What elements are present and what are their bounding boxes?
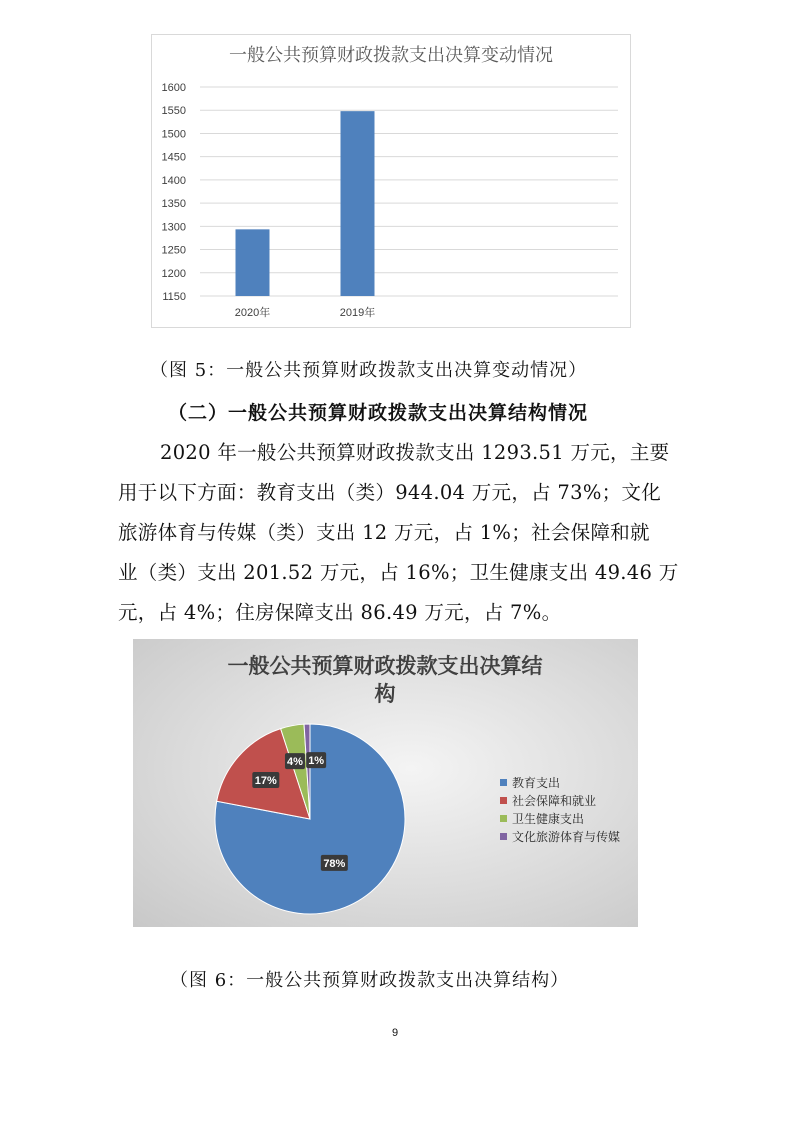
figure-6-caption: （图 6：一般公共预算财政拨款支出决算结构）	[170, 970, 570, 991]
pie-data-label: 17%	[254, 775, 277, 788]
legend-label: 社会保障和就业	[512, 794, 597, 808]
paragraph-line-3: 旅游体育与传媒（类）支出 12 万元，占 1%；社会保障和就	[118, 521, 650, 544]
paragraph-line-2: 用于以下方面：教育支出（类）944.04 万元，占 73%；文化	[118, 481, 662, 504]
y-tick-label: 1300	[161, 221, 186, 234]
legend-label: 卫生健康支出	[512, 812, 585, 826]
figure-5-caption: （图 5：一般公共预算财政拨款支出决算变动情况）	[150, 360, 588, 381]
bar	[236, 229, 270, 296]
pie-data-label: 1%	[308, 755, 325, 768]
y-tick-label: 1250	[161, 244, 186, 257]
page-number: 9	[392, 1027, 399, 1039]
y-tick-label: 1350	[161, 198, 186, 211]
pie-chart	[133, 639, 638, 927]
legend-label: 教育支出	[512, 776, 561, 790]
bar-chart	[151, 34, 631, 328]
paragraph-line-5: 元，占 4%；住房保障支出 86.49 万元，占 7%。	[118, 601, 562, 624]
x-category-label: 2019年	[339, 307, 376, 319]
pie-chart-title-line-1: 一般公共预算财政拨款支出决算结	[227, 654, 543, 678]
paragraph-line-1: 2020 年一般公共预算财政拨款支出 1293.51 万元，主要	[160, 441, 670, 464]
pie-data-label: 78%	[323, 857, 346, 870]
y-tick-label: 1450	[161, 151, 186, 164]
legend-label: 文化旅游体育与传媒	[512, 830, 621, 844]
y-tick-label: 1200	[161, 267, 186, 280]
pie-chart-svg	[133, 639, 638, 927]
bar-chart-svg	[152, 35, 632, 329]
bar-chart-title: 一般公共预算财政拨款支出决算变动情况	[229, 45, 553, 66]
y-tick-label: 1500	[161, 128, 186, 141]
bar	[341, 111, 375, 296]
paragraph-line-4: 业（类）支出 201.52 万元，占 16%；卫生健康支出 49.46 万	[118, 561, 679, 584]
section-heading: （二）一般公共预算财政拨款支出决算结构情况	[168, 402, 589, 424]
y-tick-label: 1600	[161, 82, 186, 94]
y-tick-label: 1150	[162, 291, 186, 303]
x-category-label: 2020年	[234, 307, 271, 319]
legend-swatch	[500, 779, 507, 786]
legend-swatch	[500, 797, 507, 804]
legend-swatch	[500, 833, 507, 840]
pie-chart-title-line-2: 构	[374, 682, 396, 706]
legend-swatch	[500, 815, 507, 822]
y-tick-label: 1400	[161, 174, 186, 187]
y-tick-label: 1550	[161, 105, 186, 118]
pie-data-label: 4%	[287, 756, 303, 769]
